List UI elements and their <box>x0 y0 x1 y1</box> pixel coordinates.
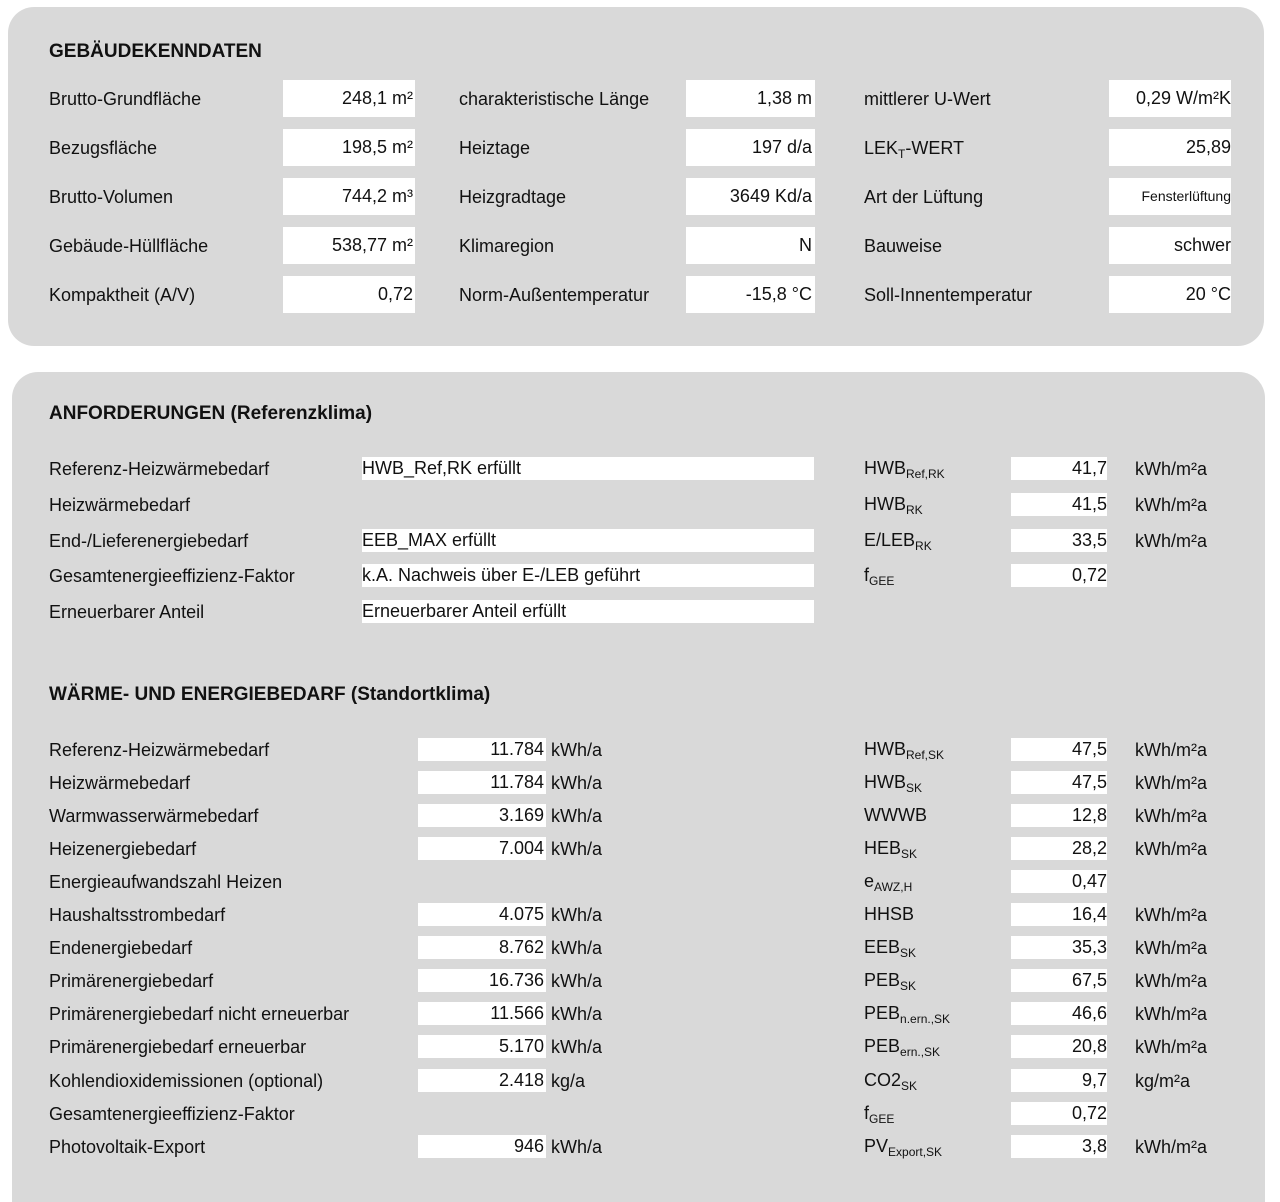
gebaeude-value: -15,8 °C <box>686 276 815 313</box>
gebaeude-label-suffix: -WERT <box>905 138 965 158</box>
anforderung-value: 41,5 <box>1011 493 1107 516</box>
anforderung-symbol-subscript: GEE <box>869 574 895 588</box>
waerme-symbol-symbol: PV <box>864 1136 889 1156</box>
waerme-symbol-subscript: SK <box>900 946 917 960</box>
waerme-title: WÄRME- UND ENERGIEBEDARF (Standortklima) <box>49 684 491 705</box>
waerme-symbol <box>864 1070 917 1091</box>
gebaeude-value: 3649 Kd/a <box>686 178 815 215</box>
anforderung-symbol-symbol: HWB <box>864 458 906 478</box>
waerme-label: Warmwasserwärmebedarf <box>49 806 259 826</box>
anforderung-symbol-symbol: E/LEB <box>864 530 916 550</box>
waerme-specific-value: 35,3 <box>1011 936 1107 959</box>
gebaeude-label-subscript: T <box>898 147 906 161</box>
waerme-absolute-value: 2.418 <box>418 1069 546 1092</box>
waerme-absolute-value: 5.170 <box>418 1035 546 1058</box>
waerme-label: Heizwärmebedarf <box>49 773 191 793</box>
waerme-absolute-unit: kWh/a <box>551 905 603 925</box>
gebaeude-label: Kompaktheit (A/V) <box>49 285 196 305</box>
waerme-symbol-symbol: PEB <box>864 1036 901 1056</box>
waerme-symbol-symbol: HEB <box>864 838 902 858</box>
gebaeudekenndaten-title: GEBÄUDEKENNDATEN <box>49 41 262 62</box>
waerme-absolute-value: 16.736 <box>418 969 546 992</box>
anforderung-value: 33,5 <box>1011 529 1107 552</box>
waerme-specific-unit: kWh/m²a <box>1135 938 1207 958</box>
gebaeude-label: Bezugsfläche <box>49 138 158 158</box>
waerme-symbol <box>864 1103 894 1124</box>
anforderung-label: Erneuerbarer Anteil <box>49 602 205 622</box>
anforderung-symbol <box>864 494 923 515</box>
gebaeude-value: 198,5 m² <box>283 129 415 166</box>
anforderung-symbol <box>864 565 894 586</box>
waerme-specific-value: 46,6 <box>1011 1002 1107 1025</box>
anforderung-symbol-symbol: HWB <box>864 494 906 514</box>
waerme-symbol-subscript: SK <box>900 979 917 993</box>
waerme-absolute-unit: kWh/a <box>551 1137 603 1157</box>
waerme-symbol-symbol: f <box>864 1103 870 1123</box>
anforderung-status: EEB_MAX erfüllt <box>362 529 814 552</box>
waerme-absolute-unit: kWh/a <box>551 806 603 826</box>
waerme-specific-value: 9,7 <box>1011 1069 1107 1092</box>
waerme-symbol <box>864 1036 940 1057</box>
waerme-label: Photovoltaik-Export <box>49 1137 206 1157</box>
gebaeude-label: Heizgradtage <box>459 187 567 207</box>
waerme-symbol-symbol: HHSB <box>864 904 915 924</box>
waerme-absolute-value: 11.784 <box>418 771 546 794</box>
waerme-label: Kohlendioxidemissionen (optional) <box>49 1071 324 1091</box>
anforderung-symbol-subscript: Ref,RK <box>906 467 945 481</box>
waerme-label: Primärenergiebedarf nicht erneuerbar <box>49 1004 350 1024</box>
gebaeude-value: N <box>686 227 815 264</box>
waerme-symbol-subscript: n.ern.,SK <box>900 1012 951 1026</box>
gebaeude-value: 538,77 m² <box>283 227 415 264</box>
gebaeude-label: Heiztage <box>459 138 531 158</box>
waerme-specific-value: 3,8 <box>1011 1135 1107 1158</box>
waerme-symbol-subscript: SK <box>906 781 923 795</box>
waerme-specific-unit: kWh/m²a <box>1135 773 1207 793</box>
waerme-specific-value: 47,5 <box>1011 771 1107 794</box>
waerme-absolute-unit: kWh/a <box>551 971 603 991</box>
anforderung-symbol <box>864 530 932 551</box>
waerme-symbol-symbol: PEB <box>864 970 901 990</box>
waerme-symbol-symbol: HWB <box>864 739 906 759</box>
anforderung-status: HWB_Ref,RK erfüllt <box>362 457 814 480</box>
waerme-specific-value: 67,5 <box>1011 969 1107 992</box>
anforderung-label: Gesamtenergieeffizienz-Faktor <box>49 566 295 586</box>
waerme-specific-value: 0,47 <box>1011 870 1107 893</box>
waerme-specific-unit: kWh/m²a <box>1135 1004 1207 1024</box>
waerme-symbol <box>864 1136 942 1157</box>
waerme-symbol-symbol: PEB <box>864 1003 901 1023</box>
waerme-label: Gesamtenergieeffizienz-Faktor <box>49 1104 295 1124</box>
waerme-symbol <box>864 871 912 892</box>
waerme-symbol-subscript: SK <box>901 847 918 861</box>
gebaeude-label: Bauweise <box>864 236 943 256</box>
anforderung-label: Heizwärmebedarf <box>49 495 191 515</box>
gebaeude-value: 0,72 <box>283 276 415 313</box>
waerme-absolute-unit: kg/a <box>551 1071 586 1091</box>
gebaeude-label: Brutto-Grundfläche <box>49 89 202 109</box>
anforderung-label: Referenz-Heizwärmebedarf <box>49 459 270 479</box>
waerme-specific-value: 28,2 <box>1011 837 1107 860</box>
waerme-absolute-value: 4.075 <box>418 903 546 926</box>
waerme-absolute-unit: kWh/a <box>551 740 603 760</box>
waerme-symbol-symbol: EEB <box>864 937 901 957</box>
waerme-symbol-subscript: GEE <box>869 1112 895 1126</box>
anforderung-status: Erneuerbarer Anteil erfüllt <box>362 600 814 623</box>
gebaeude-value: Fensterlüftung <box>1109 178 1231 215</box>
waerme-specific-value: 20,8 <box>1011 1035 1107 1058</box>
waerme-specific-unit: kWh/m²a <box>1135 1137 1207 1157</box>
gebaeude-label: Norm-Außentemperatur <box>459 285 650 305</box>
gebaeude-value: 744,2 m³ <box>283 178 415 215</box>
waerme-symbol <box>864 739 944 760</box>
gebaeude-value: 25,89 <box>1109 129 1231 166</box>
waerme-symbol-symbol: e <box>864 871 875 891</box>
anforderung-unit: kWh/m²a <box>1135 459 1207 479</box>
waerme-specific-unit: kg/m²a <box>1135 1071 1191 1091</box>
gebaeude-value: schwer <box>1109 227 1231 264</box>
waerme-specific-value: 47,5 <box>1011 738 1107 761</box>
gebaeude-label: Klimaregion <box>459 236 555 256</box>
waerme-specific-unit: kWh/m²a <box>1135 1037 1207 1057</box>
gebaeude-label <box>864 138 964 159</box>
waerme-symbol-symbol: WWWB <box>864 805 927 825</box>
anforderung-symbol-subscript: RK <box>915 539 932 553</box>
anforderung-value: 0,72 <box>1011 564 1107 587</box>
waerme-specific-value: 0,72 <box>1011 1102 1107 1125</box>
waerme-symbol <box>864 1003 950 1024</box>
gebaeude-label: Gebäude-Hüllfläche <box>49 236 209 256</box>
anforderung-label: End-/Lieferenergiebedarf <box>49 531 249 551</box>
anforderung-symbol-symbol: f <box>864 565 870 585</box>
gebaeude-value: 248,1 m² <box>283 80 415 117</box>
anforderung-value: 41,7 <box>1011 457 1107 480</box>
gebaeude-label: Soll-Innentemperatur <box>864 285 1033 305</box>
anforderung-symbol <box>864 458 945 479</box>
waerme-symbol <box>864 937 916 958</box>
waerme-absolute-value: 11.566 <box>418 1002 546 1025</box>
waerme-symbol <box>864 805 927 826</box>
waerme-absolute-value: 11.784 <box>418 738 546 761</box>
gebaeude-label: mittlerer U-Wert <box>864 89 991 109</box>
waerme-absolute-unit: kWh/a <box>551 938 603 958</box>
waerme-label: Primärenergiebedarf erneuerbar <box>49 1037 307 1057</box>
waerme-absolute-unit: kWh/a <box>551 1004 603 1024</box>
waerme-label: Energieaufwandszahl Heizen <box>49 872 283 892</box>
waerme-symbol-subscript: ern.,SK <box>900 1045 941 1059</box>
gebaeude-label: Brutto-Volumen <box>49 187 174 207</box>
anforderungen-title: ANFORDERUNGEN (Referenzklima) <box>49 403 373 424</box>
waerme-symbol <box>864 904 914 925</box>
gebaeude-value: 20 °C <box>1109 276 1231 313</box>
waerme-absolute-unit: kWh/a <box>551 773 603 793</box>
waerme-symbol-symbol: HWB <box>864 772 906 792</box>
waerme-label: Referenz-Heizwärmebedarf <box>49 740 270 760</box>
waerme-symbol-symbol: CO2 <box>864 1070 902 1090</box>
waerme-specific-unit: kWh/m²a <box>1135 740 1207 760</box>
waerme-symbol-subscript: Ref,SK <box>906 748 945 762</box>
waerme-specific-value: 16,4 <box>1011 903 1107 926</box>
gebaeude-label-symbol: LEK <box>864 138 899 158</box>
waerme-specific-unit: kWh/m²a <box>1135 971 1207 991</box>
gebaeude-label: Art der Lüftung <box>864 187 984 207</box>
anforderung-symbol-subscript: RK <box>906 503 923 517</box>
anforderung-unit: kWh/m²a <box>1135 531 1207 551</box>
gebaeude-label: charakteristische Länge <box>459 89 650 109</box>
waerme-symbol-subscript: AWZ,H <box>874 880 913 894</box>
waerme-specific-unit: kWh/m²a <box>1135 905 1207 925</box>
gebaeude-value: 197 d/a <box>686 129 815 166</box>
waerme-absolute-unit: kWh/a <box>551 1037 603 1057</box>
waerme-specific-unit: kWh/m²a <box>1135 806 1207 826</box>
waerme-symbol <box>864 772 922 793</box>
waerme-absolute-value: 7.004 <box>418 837 546 860</box>
waerme-label: Primärenergiebedarf <box>49 971 214 991</box>
waerme-symbol <box>864 970 916 991</box>
waerme-symbol <box>864 838 917 859</box>
waerme-absolute-value: 3.169 <box>418 804 546 827</box>
waerme-symbol-subscript: SK <box>901 1079 918 1093</box>
gebaeude-value: 1,38 m <box>686 80 815 117</box>
waerme-absolute-value: 8.762 <box>418 936 546 959</box>
waerme-absolute-value: 946 <box>418 1135 546 1158</box>
gebaeude-value: 0,29 W/m²K <box>1109 80 1231 117</box>
waerme-specific-unit: kWh/m²a <box>1135 839 1207 859</box>
waerme-absolute-unit: kWh/a <box>551 839 603 859</box>
waerme-label: Heizenergiebedarf <box>49 839 197 859</box>
anforderung-status: k.A. Nachweis über E-/LEB geführt <box>362 564 814 587</box>
waerme-symbol-subscript: Export,SK <box>888 1145 943 1159</box>
anforderung-unit: kWh/m²a <box>1135 495 1207 515</box>
waerme-label: Endenergiebedarf <box>49 938 193 958</box>
waerme-specific-value: 12,8 <box>1011 804 1107 827</box>
waerme-label: Haushaltsstrombedarf <box>49 905 226 925</box>
